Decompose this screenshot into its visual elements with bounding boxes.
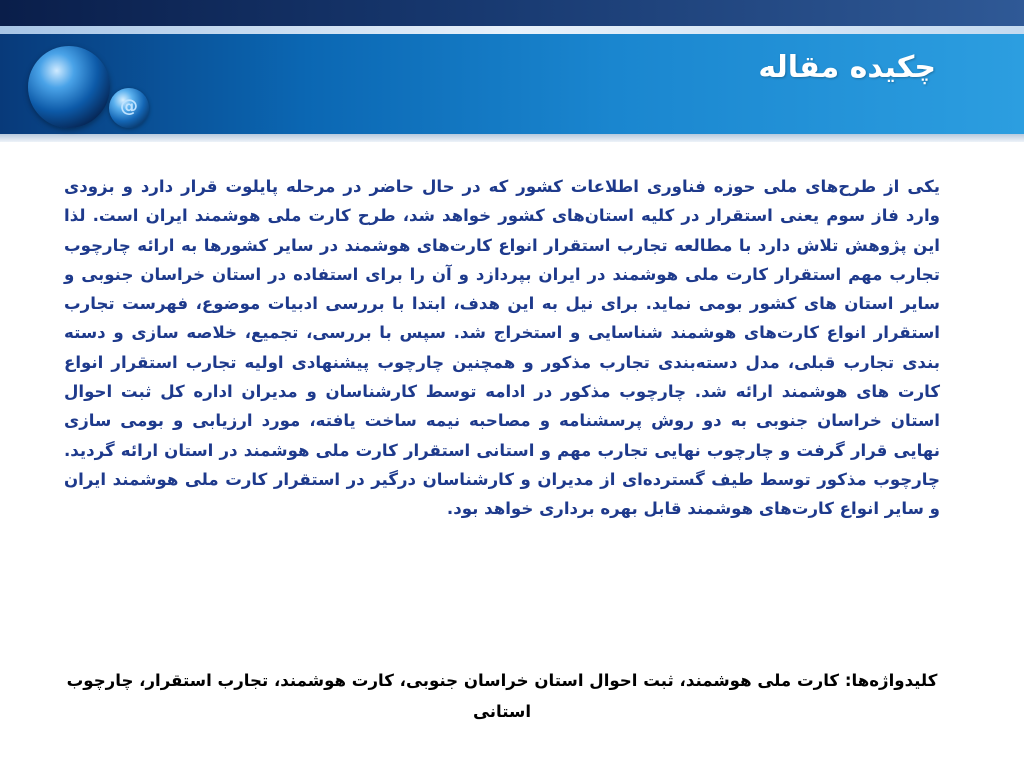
header-bottom-shadow [0,134,1024,142]
slide-title: چکیده مقاله [758,50,936,85]
abstract-text: یکی از طرح‌های ملی حوزه فناوری اطلاعات کشور که در حال حاضر در مرحله پایلوت قرار دارد و بزودی وارد فاز سوم یعنی استقرار در کلیه استان‌های کشور خواهد شد، طرح کارت ملی هوشمند ایران است. لذا این پژوهش تلاش دارد با مطالعه تجارب استقرار انواع کارت‌های هوشمند در سایر کشورها به ارائه چارچوب تجارب مهم استقرار کارت ملی هوشمند در ایران بپردازد و آن را برای استفاده در استان خراسان جنوبی و سایر استان های کشور بومی نماید. برای نیل به این هدف، ابتدا با بررسی ادبیات موضوع، فهرست تجارب استقرار انواع کارت‌های هوشمند شناسایی و استخراج شد. سپس با بررسی، تجمیع، خلاصه سازی و دسته بندی تجارب قبلی، مدل دسته‌بندی تجارب مذکور و همچنین چارچوب پیشنهادی اولیه تجارب استقرار انواع کارت های هوشمند ارائه شد. چارچوب مذکور در ادامه توسط کارشناسان و مدیران اداره کل ثبت احوال استان خراسان جنوبی به دو روش پرسشنامه و مصاحبه نیمه ساخت یافته، مورد ارزیابی و بومی سازی نهایی قرار گرفت و چارچوب نهایی تجارب مهم و استانی استقرار کارت ملی هوشمند در استان ارائه گردید. چارچوب مذکور توسط طیف گسترده‌ای از مدیران و کارشناسان درگیر در استقرار کارت ملی هوشمند ایران و سایر انواع کارت‌های هوشمند قابل بهره برداری خواهد بود. [64,177,940,519]
top-dark-band [0,0,1024,26]
keywords-text: کلیدواژه‌ها: کارت ملی هوشمند، ثبت احوال استان خراسان جنوبی، کارت هوشمند، تجارب استقرار، چارچوب استانی [66,671,938,721]
at-symbol-icon: @ [120,96,138,117]
header-light-stripe [0,26,1024,34]
globe-sphere-icon [28,46,110,128]
